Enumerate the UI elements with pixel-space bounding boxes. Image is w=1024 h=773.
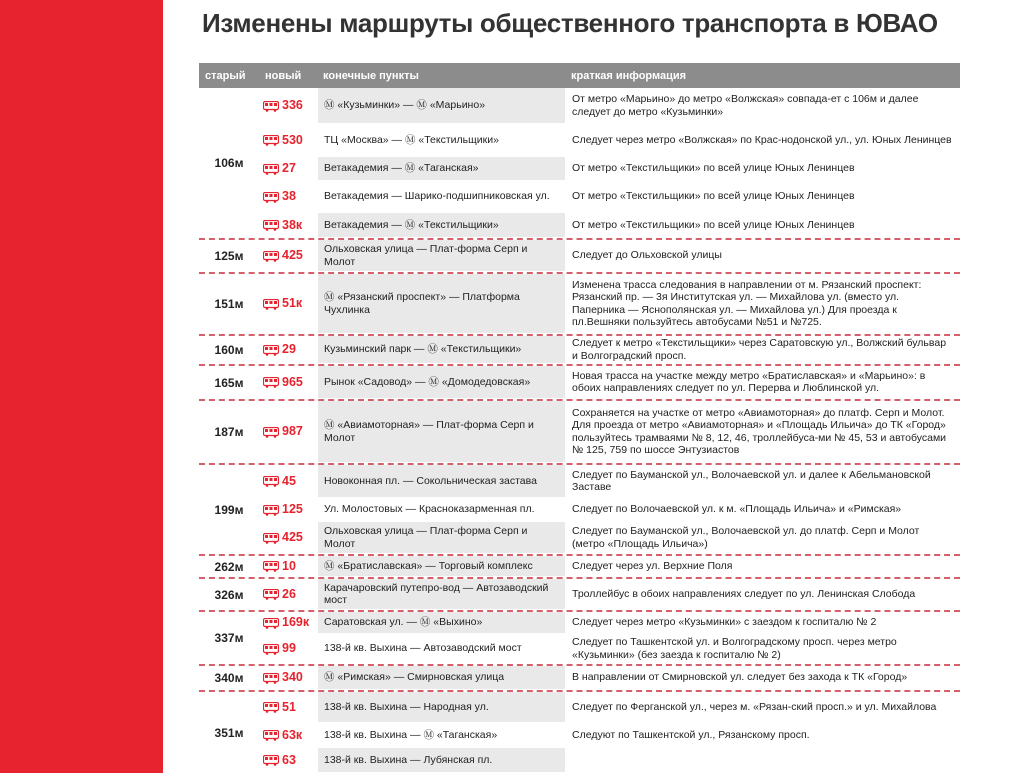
bus-icon — [263, 673, 279, 683]
terminal-stops-text: Ул. Молостовых — Красноказарменная пл. — [324, 503, 535, 516]
route-info-text: Сохраняется на участке от метро «Авиамоторная» до платф. Серп и Молот. Для проезда от метро «Авиамоторная» и «Площадь Ильича» до ТК «Город» пользуйтесь трамваями № 8, 12, 46, троллейбуса-ми № 45, 53 и автобусами № 125, 759 по шоссе Энтузиастов — [572, 406, 947, 456]
terminal-stops-text: 138-й кв. Выхина — Автозаводский мост — [324, 642, 522, 655]
route-info — [565, 692, 960, 722]
route-number-label: 63к — [282, 727, 303, 742]
route-group — [199, 88, 960, 240]
table-header — [199, 63, 960, 88]
table-row — [259, 498, 960, 522]
table-row — [259, 692, 960, 723]
terminal-stops — [317, 336, 565, 363]
bus-icon — [263, 589, 279, 599]
table-row — [259, 88, 960, 124]
terminal-stops — [317, 213, 565, 237]
route-group — [199, 692, 960, 773]
table-row — [259, 634, 960, 664]
route-number-label: 27 — [282, 161, 296, 176]
bus-icon — [263, 345, 279, 355]
route-group — [199, 336, 960, 366]
terminal-stops — [317, 579, 565, 609]
bus-icon — [263, 164, 279, 174]
old-route-number: 165м — [214, 375, 244, 390]
route-number-label: 340 — [282, 670, 303, 685]
bus-icon — [263, 251, 279, 261]
terminal-stops — [317, 366, 565, 398]
terminal-stops-text: Ветакадемия — Ⓜ «Таганская» — [324, 162, 479, 175]
route-number-label: 99 — [282, 641, 296, 656]
route-info-text: Следует по Бауманской ул., Волочаевской ул. до платф. Серп и Молот (метро «Площадь Ильича») — [572, 525, 920, 550]
route-info — [565, 612, 960, 633]
route-number-label: 26 — [282, 586, 296, 601]
route-number-label: 425 — [282, 248, 303, 263]
route-number-label: 530 — [282, 132, 303, 147]
new-route-number — [259, 240, 317, 271]
terminal-stops-text: Ольховская улица — Плат-форма Серп и Молот — [324, 243, 528, 268]
new-route-number — [259, 336, 317, 363]
route-info-text: Следует по Бауманской ул., Волочаевской ул. и далее к Абельмановской Заставе — [572, 468, 931, 493]
route-info-text: Троллейбус в обоих направлениях следует по ул. Ленинская Слобода — [572, 587, 916, 600]
table-row — [259, 723, 960, 748]
new-route-number — [259, 124, 317, 156]
header-stops: конечные пункты — [323, 69, 419, 82]
old-route-number: 106м — [214, 156, 244, 170]
bus-icon — [263, 755, 279, 765]
route-info-text: От метро «Текстильщики» по всей улице Юных Ленинцев — [572, 190, 855, 203]
bus-icon — [263, 730, 279, 740]
header-new: новый — [265, 69, 302, 82]
old-route-number: 337м — [214, 631, 244, 645]
route-info-text: Следует через метро «Волжская» по Крас-нодонской ул., ул. Юных Ленинцев — [572, 133, 952, 146]
route-info — [565, 579, 960, 609]
table-row — [259, 556, 960, 577]
header-old: старый — [205, 69, 246, 82]
table-row — [259, 366, 960, 399]
route-group — [199, 366, 960, 401]
route-number-label: 51к — [282, 296, 303, 311]
new-route-number — [259, 666, 317, 689]
table-row — [259, 401, 960, 463]
new-route-number — [259, 157, 317, 180]
bus-icon — [263, 505, 279, 515]
new-route-number — [259, 748, 317, 772]
route-number-label: 63 — [282, 752, 296, 767]
old-route-number: 340м — [214, 671, 244, 685]
routes-table — [199, 63, 960, 773]
terminal-stops — [317, 522, 565, 553]
new-route-number — [259, 692, 317, 722]
terminal-stops — [317, 401, 565, 462]
terminal-stops — [317, 274, 565, 333]
route-info — [565, 666, 960, 689]
terminal-stops — [317, 692, 565, 722]
route-info — [565, 366, 960, 398]
bus-icon — [263, 476, 279, 486]
terminal-stops — [317, 612, 565, 633]
route-info-text: От метро «Текстильщики» по всей улице Юных Ленинцев — [572, 162, 855, 175]
header-info: краткая информация — [571, 69, 687, 82]
table-row — [259, 666, 960, 690]
terminal-stops-text: Рынок «Садовод» — Ⓜ «Домодедовская» — [324, 375, 531, 388]
route-info-text: От метро «Текстильщики» по всей улице Юных Ленинцев — [572, 218, 855, 231]
page-title: Изменены маршруты общественного транспорта в ЮВАО — [202, 8, 938, 38]
terminal-stops — [317, 240, 565, 271]
terminal-stops — [317, 666, 565, 689]
route-info — [565, 336, 960, 363]
route-number-label: 169к — [282, 615, 310, 630]
terminal-stops — [317, 748, 565, 772]
old-route-number: 160м — [214, 343, 244, 357]
new-route-number — [259, 579, 317, 609]
route-info — [565, 124, 960, 156]
route-group — [199, 240, 960, 274]
terminal-stops-text: 138-й кв. Выхина — Народная ул. — [324, 700, 489, 713]
terminal-stops-text: Ⓜ «Кузьминки» — Ⓜ «Марьино» — [324, 99, 486, 112]
new-route-number — [259, 213, 317, 237]
route-group — [199, 465, 960, 556]
route-info — [565, 556, 960, 576]
route-info-text: Изменена трасса следования в направлении от м. Рязанский проспект: Рязанский пр. — 3я Институтская ул. — Михайлова ул. (вместо ул. Паперника — Яснополянская ул. — Михайлова ул.) Для проезда к пл.Вешняки пользуйтесь автобусами №51 и №725. — [572, 278, 922, 328]
red-side-bar — [0, 0, 163, 773]
new-route-number — [259, 522, 317, 553]
terminal-stops-text: Ⓜ «Римская» — Смирновская улица — [324, 671, 505, 684]
bus-icon — [263, 135, 279, 145]
new-route-number — [259, 274, 317, 333]
old-route-number: 151м — [214, 297, 244, 311]
new-route-number — [259, 723, 317, 747]
route-info — [565, 157, 960, 180]
new-route-number — [259, 498, 317, 521]
table-row — [259, 579, 960, 610]
old-route-number: 326м — [214, 587, 244, 602]
bus-icon — [263, 533, 279, 543]
route-info — [565, 522, 960, 553]
terminal-stops-text: Ⓜ «Авиамоторная» — Плат-форма Серп и Молот — [324, 419, 534, 444]
route-group — [199, 579, 960, 612]
bus-icon — [263, 427, 279, 437]
route-info-text: Новая трасса на участке между метро «Братиславская» и «Марьино»: в обоих направлениях следует по ул. Перерва и Люблинской ул. — [572, 369, 926, 394]
table-row — [259, 522, 960, 554]
new-route-number — [259, 612, 317, 633]
terminal-stops-text: 138-й кв. Выхина — Лубянская пл. — [324, 753, 493, 766]
terminal-stops — [317, 634, 565, 663]
route-info-text: Следует через ул. Верхние Поля — [572, 559, 733, 572]
new-route-number — [259, 88, 317, 123]
route-info-text: В направлении от Смирновской ул. следует без захода к ТК «Город» — [572, 671, 908, 684]
terminal-stops — [317, 465, 565, 497]
bus-icon — [263, 618, 279, 628]
route-info-text: Следует по Ферганской ул., через м. «Рязан-ский просп.» и ул. Михайлова — [572, 700, 937, 713]
new-route-number — [259, 181, 317, 212]
table-row — [259, 748, 960, 773]
terminal-stops — [317, 498, 565, 521]
old-route-number: 351м — [214, 725, 244, 740]
terminal-stops — [317, 124, 565, 156]
new-route-number — [259, 465, 317, 497]
table-row — [259, 240, 960, 272]
route-info — [565, 465, 960, 497]
route-group — [199, 401, 960, 465]
route-info-text: Следует по Ташкентской ул. и Волгоградскому просп. через метро «Кузьминки» (без заезда к госпиталю № 2) — [572, 636, 897, 661]
route-info — [565, 213, 960, 237]
terminal-stops — [317, 556, 565, 576]
terminal-stops — [317, 157, 565, 180]
bus-icon — [263, 377, 279, 387]
route-info-text: Следуют по Ташкентской ул., Рязанскому просп. — [572, 728, 810, 741]
terminal-stops-text: 138-й кв. Выхина — Ⓜ «Таганская» — [324, 728, 498, 741]
bus-icon — [263, 561, 279, 571]
terminal-stops-text: Саратовская ул. — Ⓜ «Выхино» — [324, 616, 483, 629]
terminal-stops — [317, 723, 565, 747]
bus-icon — [263, 101, 279, 111]
route-group — [199, 556, 960, 579]
route-info-text: От метро «Марьино» до метро «Волжская» совпада-ет с 106м и далее следует до метро «Кузьминки» — [572, 93, 919, 118]
route-number-label: 29 — [282, 342, 296, 357]
bus-icon — [263, 702, 279, 712]
terminal-stops-text: Ветакадемия — Шарико-подшипниковская ул. — [324, 190, 550, 203]
route-info — [565, 181, 960, 212]
terminal-stops-text: Ольховская улица — Плат-форма Серп и Молот — [324, 525, 528, 550]
route-info — [565, 401, 960, 462]
terminal-stops — [317, 181, 565, 212]
new-route-number — [259, 401, 317, 462]
route-info — [565, 634, 960, 663]
route-group — [199, 274, 960, 336]
route-info — [565, 88, 960, 123]
new-route-number — [259, 556, 317, 576]
route-group — [199, 612, 960, 666]
table-row — [259, 274, 960, 334]
bus-icon — [263, 299, 279, 309]
route-info — [565, 240, 960, 271]
bus-icon — [263, 220, 279, 230]
route-info — [565, 498, 960, 521]
table-row — [259, 213, 960, 238]
table-row — [259, 157, 960, 181]
route-number-label: 38к — [282, 217, 303, 232]
route-info — [565, 748, 960, 772]
route-info-text: Следует через метро «Кузьминки» с заездом к госпиталю № 2 — [572, 616, 877, 629]
table-body — [199, 88, 960, 773]
route-info — [565, 274, 960, 333]
terminal-stops-text: Ⓜ «Братиславская» — Торговый комплекс — [324, 559, 533, 572]
bus-icon — [263, 192, 279, 202]
table-row — [259, 612, 960, 634]
new-route-number — [259, 634, 317, 663]
terminal-stops-text: ТЦ «Москва» — Ⓜ «Текстильщики» — [324, 133, 499, 146]
route-number-label: 38 — [282, 189, 296, 204]
route-info-text: Следует до Ольховской улицы — [572, 249, 722, 262]
route-number-label: 965 — [282, 374, 303, 389]
old-route-number: 262м — [214, 559, 244, 574]
table-row — [259, 124, 960, 157]
bus-icon — [263, 644, 279, 654]
table-row — [259, 336, 960, 364]
old-route-number: 187м — [214, 425, 244, 439]
route-info-text: Следует по Волочаевской ул. к м. «Площадь Ильича» и «Римская» — [572, 503, 902, 516]
terminal-stops — [317, 88, 565, 123]
table-row — [259, 181, 960, 213]
route-number-label: 425 — [282, 530, 303, 545]
route-number-label: 336 — [282, 98, 303, 113]
table-row — [259, 465, 960, 498]
route-info — [565, 723, 960, 747]
terminal-stops-text: Новоконная пл. — Сокольническая застава — [324, 474, 537, 487]
route-number-label: 10 — [282, 558, 296, 573]
route-number-label: 987 — [282, 424, 303, 439]
terminal-stops-text: Карачаровский путепро-вод — Автозаводский мост — [324, 581, 549, 606]
old-route-number: 125м — [214, 249, 244, 263]
terminal-stops-text: Ⓜ «Рязанский проспект» — Платформа Чухлинка — [324, 291, 520, 316]
old-route-number: 199м — [214, 502, 244, 517]
route-group — [199, 666, 960, 692]
terminal-stops-text: Ветакадемия — Ⓜ «Текстильщики» — [324, 218, 499, 231]
route-info-text: Следует к метро «Текстильщики» через Саратовскую ул., Волжский бульвар и Волгоградский просп. — [572, 337, 947, 362]
route-number-label: 45 — [282, 473, 296, 488]
terminal-stops-text: Кузьминский парк — Ⓜ «Текстильщики» — [324, 343, 522, 356]
route-number-label: 51 — [282, 699, 296, 714]
route-number-label: 125 — [282, 502, 303, 517]
new-route-number — [259, 366, 317, 398]
